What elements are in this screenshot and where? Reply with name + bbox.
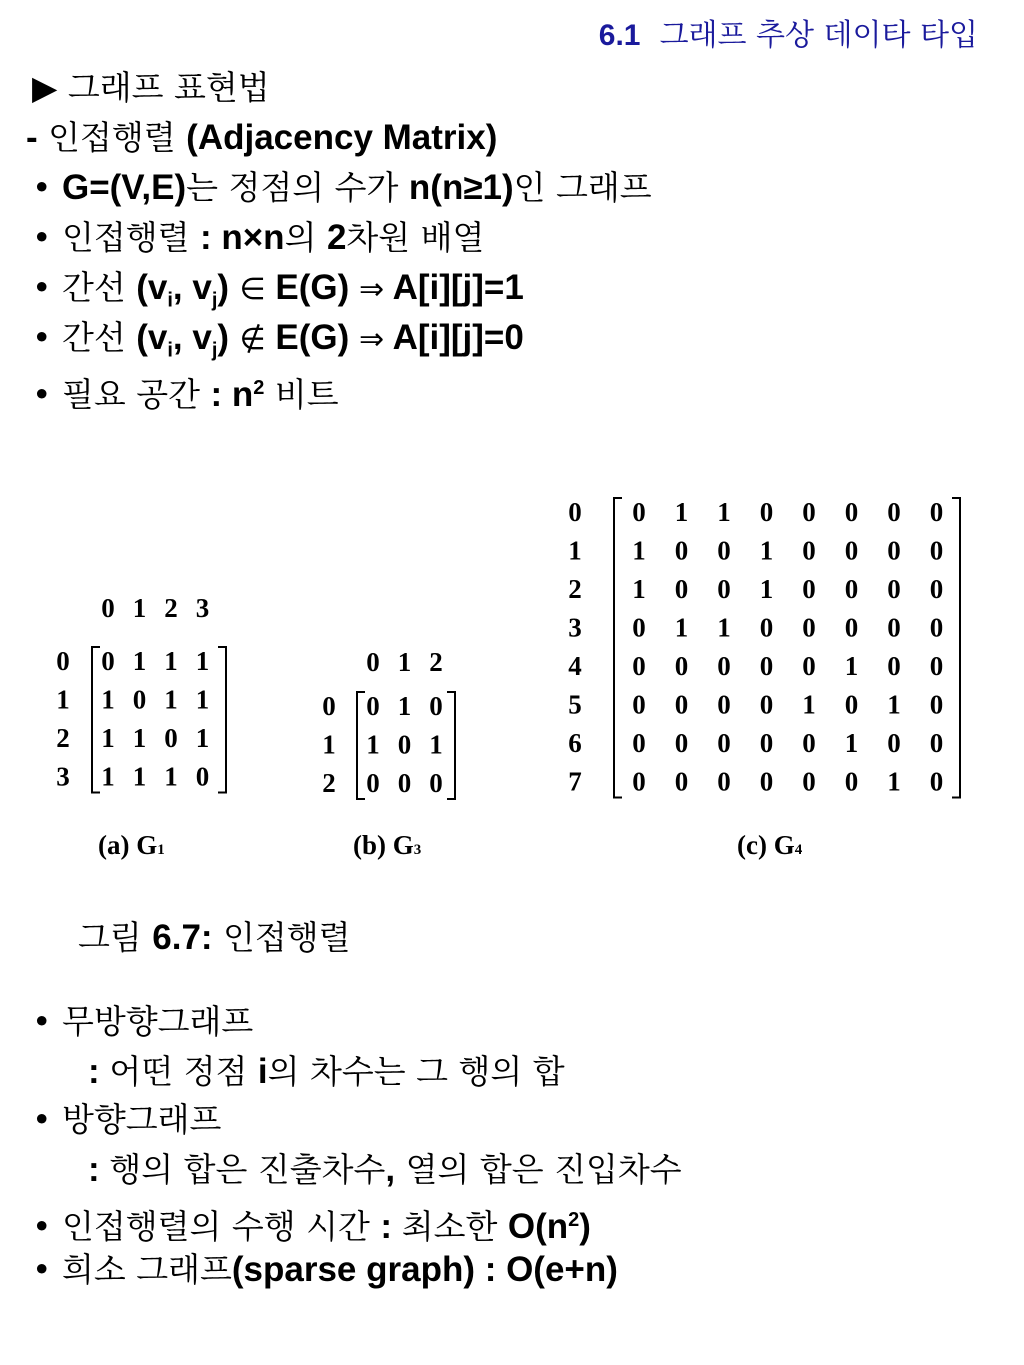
matrix-cell: 0 [929,497,944,527]
matrix-cell: 0 [844,497,859,527]
matrix-col-label: 2 [164,593,178,623]
matrix-cell: 0 [844,612,859,643]
header-title: 그래프 추상 데이타 타입 [659,18,978,53]
matrix-cell: 0 [717,689,731,720]
matrix-cell: 1 [195,646,210,676]
matrix-cell: 0 [802,612,816,643]
note-directed-detail: : 행의 합은 진출차수, 열의 합은 진입차수 [88,1150,682,1189]
matrix-cell: 0 [802,651,816,681]
matrix-cell: 0 [802,766,816,797]
matrix-cell: 0 [802,497,816,527]
matrix-left-bracket [614,498,622,798]
matrix-cell: 0 [632,766,646,797]
not-element-of-icon: ∉ [239,322,266,357]
matrix-col-label: 0 [366,647,380,677]
bullet-matrix-def: • 인접행렬 : n×n의 2차원 배열 [32,218,485,257]
note-undirected-detail: : 어떤 정점 i의 차수는 그 행의 합 [88,1052,565,1091]
matrix-cell: 0 [674,689,689,720]
matrix-cell: 1 [759,535,774,566]
matrix-cell: 0 [101,646,115,676]
triangle-bullet-icon: ▶ [32,68,58,107]
matrix-cell: 1 [164,761,178,792]
matrix-cell: 0 [887,574,901,604]
bullet-space: • 필요 공간 : $n^2$ 비트 [32,375,339,414]
matrix-cell: 1 [101,761,115,792]
matrix-cell: 0 [717,535,731,566]
page-header [599,10,978,54]
header-number: 6.1 [598,19,641,52]
matrix-cell: 0 [366,691,380,721]
matrix-cell: 0 [844,574,859,604]
matrix-col-label: 0 [101,593,115,623]
matrix-cell: 0 [759,689,774,720]
matrix-cell: 0 [929,651,944,681]
matrix-cell: 1 [887,766,901,797]
matrix-cell: 0 [717,574,731,604]
matrix-cell: 0 [195,761,210,792]
matrix-cell: 1 [717,612,731,643]
matrix-cell: 0 [887,651,901,681]
matrix-cell: 1 [164,684,178,715]
matrix-cell: 0 [674,574,689,604]
matrix-row-label: 6 [568,728,582,758]
matrix-cell: 0 [802,574,816,604]
matrix-cell: 0 [759,766,774,797]
matrix-row-label: 2 [322,768,336,798]
matrix-row-label: 4 [568,651,582,681]
matrix-col-label: 1 [132,593,147,623]
matrix-cell: 0 [132,684,147,715]
matrix-row-label: 1 [56,684,70,715]
matrix-left-bracket [357,692,365,799]
bullet-edge-in: • 간선 ($v_i$, $v_j$) ∈ E(G) ⇒ A[i][j]=1 [32,268,524,312]
matrix-cell: 0 [802,728,816,758]
matrix-cell: 0 [429,691,443,721]
matrix-cell: 0 [887,497,901,527]
matrix-cell: 0 [164,723,178,753]
matrix-cell: 0 [759,651,774,681]
matrix-cell: 0 [397,729,412,760]
matrix-cell: 0 [929,728,944,758]
matrix-cell: 1 [132,646,147,676]
matrix-cell: 1 [674,612,689,643]
matrix-col-label: 3 [195,593,210,623]
caption-g3: (b) G3 [353,830,422,860]
matrix-row-label: 1 [568,535,582,566]
matrix-cell: 0 [887,728,901,758]
matrix-cell: 1 [132,723,147,753]
matrix-cell: 0 [759,728,774,758]
matrix-cell: 0 [844,766,859,797]
matrix-cell: 1 [397,691,412,721]
matrix-row-label: 0 [56,646,70,676]
section-title: 그래프 표현법 [67,68,270,107]
matrix-cell: 1 [802,689,816,720]
matrix-row-label: 3 [568,612,582,643]
matrix-cell: 0 [632,651,646,681]
matrix-cell: 1 [164,646,178,676]
matrix-cell: 1 [132,761,147,792]
matrix-cell: 0 [717,766,731,797]
figure-caption: 그림 6.7: 인접행렬 [78,918,351,957]
note-sparse: • 희소 그래프(sparse graph) : O(e+n) [32,1250,618,1289]
matrix-cell: 1 [101,684,115,715]
matrix-row-label: 5 [568,689,582,720]
matrix-cell: 0 [366,768,380,798]
section-heading [32,68,270,108]
element-of-icon: ∈ [239,272,266,307]
matrix-cell: 0 [717,728,731,758]
matrix-row-label: 0 [322,691,336,721]
matrix-cell: 1 [674,497,689,527]
matrix-cell: 1 [844,651,859,681]
matrix-cell: 0 [717,651,731,681]
matrix-row-label: 0 [568,497,582,527]
matrix-cell: 0 [929,535,944,566]
matrix-cell: 0 [929,766,944,797]
matrix-cell: 1 [366,729,380,760]
matrix-row-label: 2 [56,723,70,753]
matrix-cell: 0 [632,612,646,643]
matrix-cell: 0 [674,651,689,681]
matrix-cell: 1 [887,689,901,720]
matrix-cell: 1 [429,729,443,760]
implies-arrow-icon: ⇒ [359,322,385,357]
matrix-cell: 1 [759,574,774,604]
matrix-cell: 0 [397,768,412,798]
matrix-row-label: 2 [568,574,582,604]
caption-g4: (c) G4 [737,830,803,860]
note-undirected: • 무방향그래프 [32,1002,254,1041]
implies-arrow-icon: ⇒ [359,272,385,307]
matrix-cell: 0 [929,612,944,643]
matrix-cell: 1 [717,497,731,527]
matrix-cell: 1 [101,723,115,753]
matrix-cell: 1 [632,574,646,604]
matrix-col-label: 1 [397,647,412,677]
matrix-cell: 0 [632,497,646,527]
bullet-graph-def: • G=(V,E)는 정점의 수가 n(n≥1)인 그래프 [32,168,652,207]
matrix-cell: 0 [844,535,859,566]
matrix-cell: 0 [759,497,774,527]
note-directed: • 방향그래프 [32,1100,222,1139]
matrix-cell: 0 [802,535,816,566]
matrix-cell: 0 [674,728,689,758]
matrix-left-bracket [92,647,100,793]
matrix-cell: 0 [674,535,689,566]
note-time: • 인접행렬의 수행 시간 : 최소한 $O(n^2)$ [32,1207,591,1246]
matrix-right-bracket [218,647,226,793]
adjacency-matrices-figure [0,480,1024,880]
matrix-right-bracket [952,498,960,798]
matrix-cell: 0 [632,689,646,720]
matrix-cell: 0 [429,768,443,798]
matrix-cell: 0 [887,612,901,643]
matrix-cell: 0 [929,689,944,720]
caption-g1: (a) G1 [98,830,165,860]
matrix-cell: 0 [844,689,859,720]
matrix-col-label: 2 [429,647,443,677]
matrix-cell: 0 [929,574,944,604]
matrix-row-label: 7 [568,766,582,797]
matrix-cell: 1 [844,728,859,758]
matrix-row-label: 1 [322,729,336,760]
matrix-cell: 0 [887,535,901,566]
matrix-cell: 0 [632,728,646,758]
subsection-heading: - 인접행렬 (Adjacency Matrix) [26,118,498,157]
matrix-cell: 1 [195,684,210,715]
bullet-edge-not-in: • 간선 ($v_i$, $v_j$) ∉ E(G) ⇒ A[i][j]=0 [32,318,524,362]
matrix-row-label: 3 [56,761,70,792]
matrix-cell: 1 [195,723,210,753]
matrix-cell: 0 [674,766,689,797]
matrix-right-bracket [447,692,455,799]
matrix-cell: 1 [632,535,646,566]
matrix-cell: 0 [759,612,774,643]
